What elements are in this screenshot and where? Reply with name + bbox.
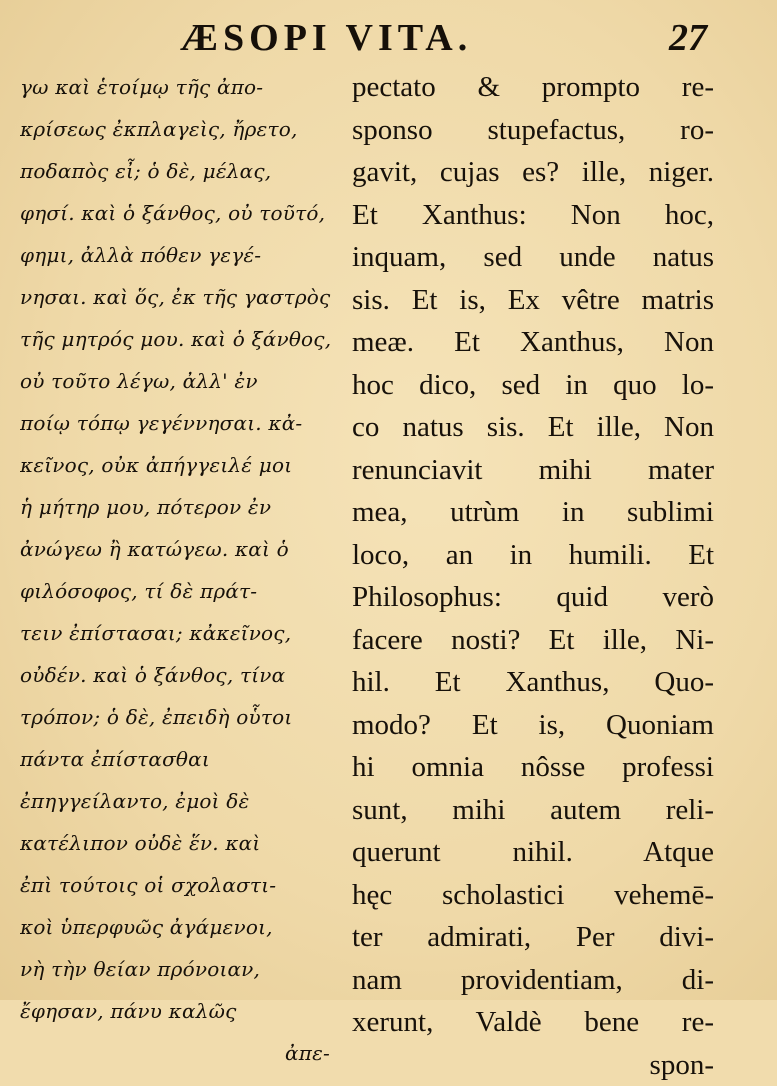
greek-line: ἡ μήτηρ μου, πότερον ἐν xyxy=(20,486,338,528)
greek-line: φημι, ἀλλὰ πόθεν γεγέ- xyxy=(20,234,338,276)
greek-line: κατέλιπον οὐδὲ ἕν. καὶ xyxy=(20,822,338,864)
latin-line: meæ. Et Xanthus, Non xyxy=(352,321,714,364)
latin-line: hoc dico, sed in quo lo- xyxy=(352,364,714,407)
latin-line: hęc scholastici vehemē- xyxy=(352,874,714,917)
latin-line: nam providentiam, di- xyxy=(352,959,714,1002)
greek-line: ποδαπὸς εἶ; ὁ δὲ, μέλας, xyxy=(20,150,338,192)
page-header xyxy=(0,12,777,60)
greek-line: τρόπον; ὁ δὲ, ἐπειδὴ οὗτοι xyxy=(20,696,338,738)
latin-line: sunt, mihi autem reli- xyxy=(352,789,714,832)
running-head: ÆSOPI VITA. xyxy=(180,16,472,60)
greek-line: πάντα ἐπίστασθαι xyxy=(20,738,338,780)
greek-text-column xyxy=(20,66,338,1074)
greek-line: ἐπηγγείλαντο, ἐμοὶ δὲ xyxy=(20,780,338,822)
greek-line: φησί. καὶ ὁ ξάνθος, οὐ τοῦτό, xyxy=(20,192,338,234)
latin-line: querunt nihil. Atque xyxy=(352,831,714,874)
greek-line: τῆς μητρός μου. καὶ ὁ ξάνθος, xyxy=(20,318,338,360)
greek-line: νησαι. καὶ ὅς, ἐκ τῆς γαστρὸς xyxy=(20,276,338,318)
latin-line: gavit, cujas es? ille, niger. xyxy=(352,151,714,194)
latin-line: renunciavit mihi mater xyxy=(352,449,714,492)
greek-line: φιλόσοφος, τί δὲ πράτ- xyxy=(20,570,338,612)
greek-line: ἀνώγεω ἢ κατώγεω. καὶ ὁ xyxy=(20,528,338,570)
greek-line: κρίσεως ἐκπλαγεὶς, ἤρετο, xyxy=(20,108,338,150)
latin-line: sponso stupefactus, ro- xyxy=(352,109,714,152)
greek-line: κοὶ ὑπερφυῶς ἀγάμενοι, xyxy=(20,906,338,948)
greek-line: γω καὶ ἑτοίμῳ τῆς ἀπο- xyxy=(20,66,338,108)
latin-line: xerunt, Valdè bene re- xyxy=(352,1001,714,1044)
latin-line: loco, an in humili. Et xyxy=(352,534,714,577)
latin-line: ter admirati, Per divi- xyxy=(352,916,714,959)
greek-line: ἐπὶ τούτοις οἱ σχολαστι- xyxy=(20,864,338,906)
latin-line: hil. Et Xanthus, Quo- xyxy=(352,661,714,704)
latin-line: mea, utrùm in sublimi xyxy=(352,491,714,534)
latin-text-column xyxy=(352,66,714,1086)
latin-line: hi omnia nôsse professi xyxy=(352,746,714,789)
latin-line: spon- xyxy=(352,1044,714,1086)
greek-line: νὴ τὴν θείαν πρόνοιαν, xyxy=(20,948,338,990)
latin-line: facere nosti? Et ille, Ni- xyxy=(352,619,714,662)
greek-line: τειν ἐπίστασαι; κἀκεῖνος, xyxy=(20,612,338,654)
latin-line: inquam, sed unde natus xyxy=(352,236,714,279)
greek-line: οὐδέν. καὶ ὁ ξάνθος, τίνα xyxy=(20,654,338,696)
greek-line: κεῖνος, οὐκ ἀπήγγειλέ μοι xyxy=(20,444,338,486)
latin-line: sis. Et is, Ex vêtre matris xyxy=(352,279,714,322)
greek-line: ἔφησαν, πάνυ καλῶς xyxy=(20,990,338,1032)
latin-line: co natus sis. Et ille, Non xyxy=(352,406,714,449)
latin-line: Et Xanthus: Non hoc, xyxy=(352,194,714,237)
greek-line: οὐ τοῦτο λέγω, ἀλλ' ἐν xyxy=(20,360,338,402)
greek-line: ποίῳ τόπῳ γεγέννησαι. κἀ- xyxy=(20,402,338,444)
greek-line: ἀπε- xyxy=(20,1032,338,1074)
latin-line: pectato & prompto re- xyxy=(352,66,714,109)
page-number: 27 xyxy=(669,16,707,60)
latin-line: modo? Et is, Quoniam xyxy=(352,704,714,747)
latin-line: Philosophus: quid verò xyxy=(352,576,714,619)
